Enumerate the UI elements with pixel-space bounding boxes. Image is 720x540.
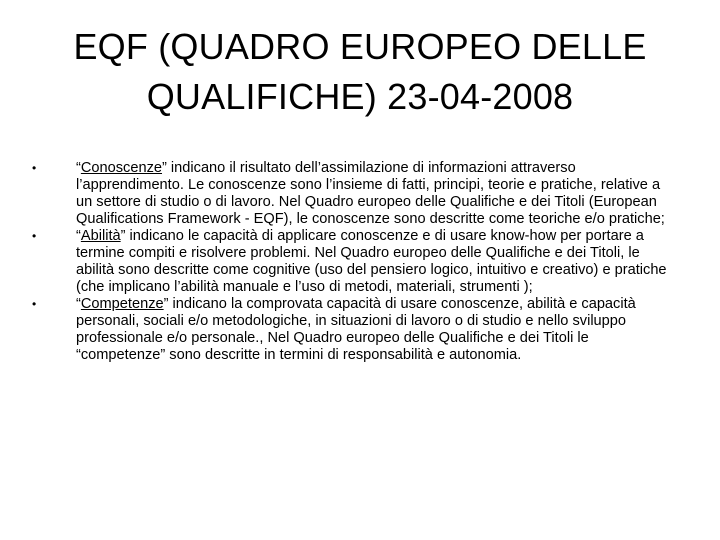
bullet-competenze — [32, 296, 672, 364]
bullet-text: ” indicano il risultato dell’assimilazione di informazioni attraverso l’apprendimento. Le conoscenze sono l’insieme di fatti, principi, teorie e pratiche, relative a un settore di studio o di lavoro. Nel Quadro europeo delle Qualifiche e dei Titoli (European Qualifications Framework - EQF), le conoscenze sono descritte come teoriche e/o pratiche; — [76, 160, 665, 227]
open-quote: “ — [76, 228, 81, 244]
open-quote: “ — [76, 160, 81, 176]
open-quote: “ — [76, 296, 81, 312]
bullet-abilita — [32, 228, 672, 296]
bullet-marker: • — [32, 229, 37, 243]
term-competenze: Competenze — [80, 296, 164, 312]
term-conoscenze: Conoscenze — [80, 160, 163, 176]
slide-title — [60, 22, 660, 122]
term-abilita: Abilità — [80, 228, 121, 244]
bullet-conoscenze — [32, 160, 672, 228]
title-line-2: QUALIFICHE) 23-04-2008 — [146, 76, 574, 117]
bullet-marker: • — [32, 161, 37, 175]
bullet-list — [32, 160, 672, 364]
title-line-1: EQF (QUADRO EUROPEO DELLE — [73, 26, 647, 67]
bullet-marker: • — [32, 297, 37, 311]
bullet-text: ” indicano la comprovata capacità di usare conoscenze, abilità e capacità personali, sociali e/o metodologiche, in situazioni di lavoro o di studio e nello sviluppo professionale e/o personale., Nel Quadro europeo delle Qualifiche e dei Titoli le “competenze” sono descritte in termini di responsabilità e autonomia. — [76, 296, 636, 363]
bullet-text: ” indicano le capacità di applicare conoscenze e di usare know-how per portare a termine compiti e risolvere problemi. Nel Quadro europeo delle Qualifiche e dei Titoli, le abilità sono descritte come cognitive (uso del pensiero logico, intuitivo e creativo) e pratiche (che implicano l’abilità manuale e l’uso di metodi, materiali, strumenti ); — [76, 228, 667, 295]
